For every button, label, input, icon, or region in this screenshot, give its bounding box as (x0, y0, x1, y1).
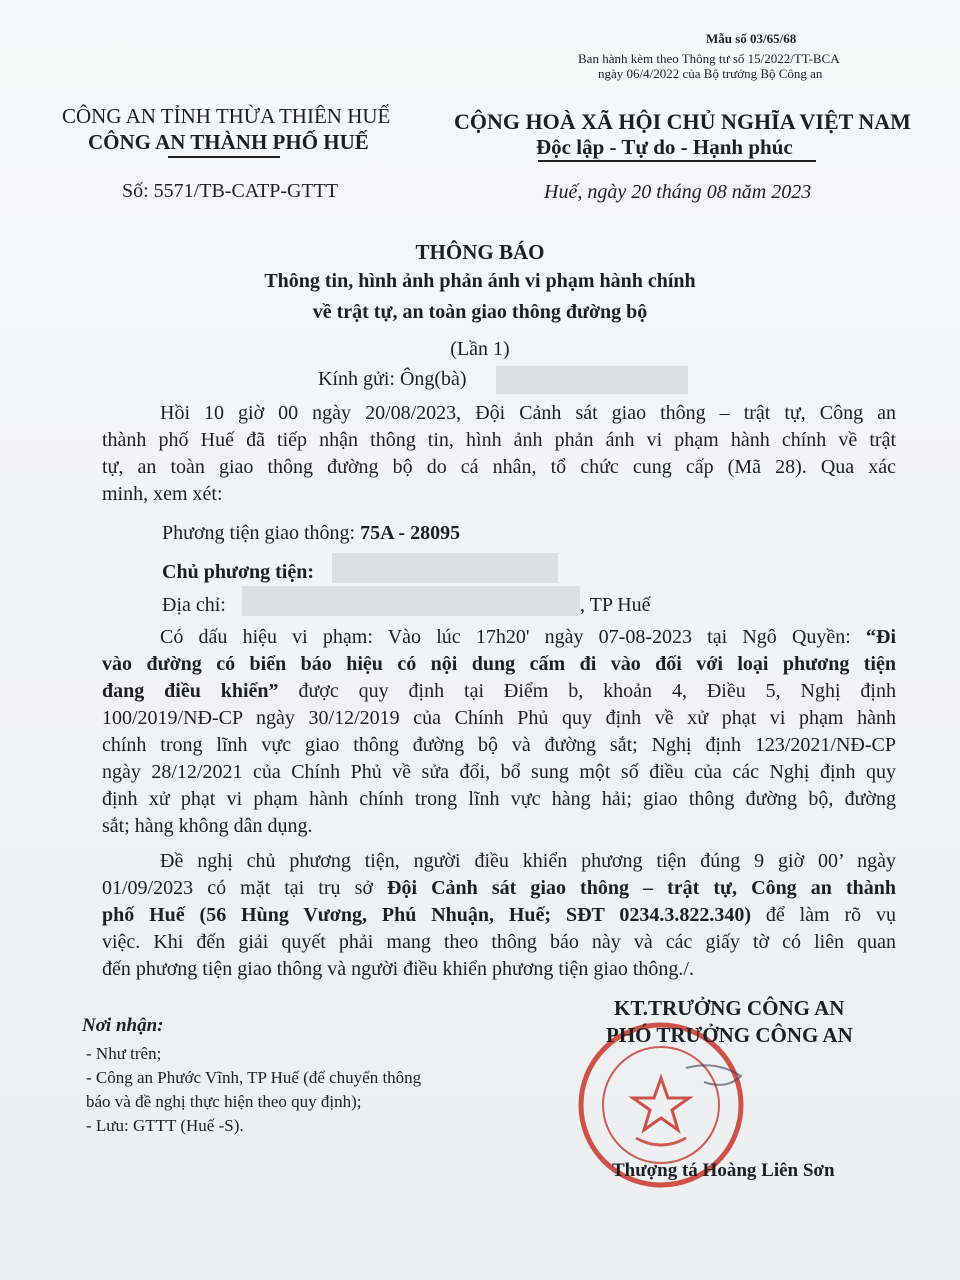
form-issued-line-2: ngày 06/4/2022 của Bộ trưởng Bộ Công an (598, 66, 823, 81)
request-line: Đề nghị chủ phương tiện, người điều khiển phương tiện đúng 9 giờ 00’ ngày (160, 850, 896, 872)
violation-line: Có dấu hiệu vi phạm: Vào lúc 17h20' ngày 07-08-2023 tại Ngô Quyền: “Đi (160, 626, 896, 648)
document-number: Số: 5571/TB-CATP-GTTT (122, 180, 339, 202)
violation-line: định xử phạt vi phạm hành chính trong lĩnh vực hàng hải; giao thông đường bộ, đường (102, 788, 896, 810)
vehicle-plate: 75A - 28095 (360, 522, 461, 544)
violation-line: vào đường có biển báo hiệu có nội dung cấm đi vào đối với loại phương tiện (102, 653, 896, 675)
paragraph-1-line: Hồi 10 giờ 00 ngày 20/08/2023, Đội Cảnh sát giao thông – trật tự, Công an (160, 402, 896, 424)
form-issued-line-1: Ban hành kèm theo Thông tư số 15/2022/TT-BCA (578, 51, 840, 66)
vehicle-label: Phương tiện giao thông: (162, 522, 361, 544)
receiver-item: - Như trên; (86, 1044, 162, 1063)
document-title: THÔNG BÁO (415, 240, 545, 264)
motto: Độc lập - Tự do - Hạnh phúc (536, 135, 793, 159)
paragraph-1-line: minh, xem xét: (102, 483, 223, 505)
owner-label: Chủ phương tiện: (162, 561, 315, 583)
document-subtitle-1: Thông tin, hình ảnh phản ánh vi phạm hành chính (264, 270, 696, 292)
agency-name: CÔNG AN THÀNH PHỐ HUẾ (88, 130, 369, 154)
notice-count: (Lần 1) (450, 338, 510, 360)
paragraph-1-line: tự, an toàn giao thông đường bộ do cá nhân, tổ chức cung cấp (Mã 28). Qua xác (102, 456, 896, 478)
receiver-item: - Công an Phước Vĩnh, TP Huế (để chuyển thông (86, 1068, 422, 1087)
request-line: phố Huế (56 Hùng Vương, Phú Nhuận, Huế; SĐT 0234.3.822.340) để làm rõ vụ (102, 904, 896, 926)
motto-underline (538, 160, 816, 162)
signature-title-2: PHÓ TRƯỞNG CÔNG AN (606, 1023, 853, 1047)
agency-parent: CÔNG AN TỈNH THỪA THIÊN HUẾ (62, 104, 391, 128)
signature-title-1: KT.TRƯỞNG CÔNG AN (614, 996, 845, 1020)
form-number: Mẫu số 03/65/68 (706, 31, 797, 46)
paragraph-1-line: thành phố Huế đã tiếp nhận thông tin, hình ảnh phản ánh vi phạm hành chính về trật (102, 429, 896, 451)
place-date: Huế, ngày 20 tháng 08 năm 2023 (544, 181, 812, 203)
address-label: Địa chỉ: (162, 594, 226, 616)
document-subtitle-2: về trật tự, an toàn giao thông đường bộ (312, 301, 648, 323)
signer-name: Thượng tá Hoàng Liên Sơn (612, 1160, 835, 1181)
receivers-heading: Nơi nhận: (82, 1015, 164, 1036)
vehicle-row (162, 522, 460, 545)
agency-underline (168, 156, 280, 158)
violation-line: 100/2019/NĐ-CP ngày 30/12/2019 của Chính Phủ quy định về xử phạt vi phạm hành (102, 707, 896, 729)
receiver-item: báo và đề nghị thực hiện theo quy định); (86, 1092, 362, 1111)
violation-line: đang điều khiển” được quy định tại Điểm b, khoản 4, Điều 5, Nghị định (102, 680, 896, 702)
receiver-item: - Lưu: GTTT (Huế -S). (86, 1116, 244, 1135)
address-suffix: , TP Huế (580, 594, 651, 616)
request-line: 01/09/2023 có mặt tại trụ sở Đội Cảnh sát giao thông – trật tự, Công an thành (102, 877, 896, 899)
violation-line: sắt; hàng không dân dụng. (102, 815, 313, 837)
recipient-greeting: Kính gửi: Ông(bà) (318, 368, 467, 390)
nation-name: CỘNG HOÀ XÃ HỘI CHỦ NGHĨA VIỆT NAM (454, 109, 911, 134)
violation-line: ngày 28/12/2021 của Chính Phủ về sửa đổi, bổ sung một số điều của các Nghị định quy (102, 761, 896, 783)
owner-row (162, 561, 314, 584)
violation-line: chính trong lĩnh vực giao thông đường bộ và đường sắt; Nghị định 123/2021/NĐ-CP (102, 734, 896, 756)
request-line: đến phương tiện giao thông và người điều khiển phương tiện giao thông./. (102, 958, 694, 980)
request-line: việc. Khi đến giải quyết phải mang theo thông báo này và các giấy tờ có liên quan (102, 931, 896, 953)
redacted-address (242, 586, 580, 616)
redacted-owner (332, 553, 558, 583)
redacted-recipient-name (496, 366, 688, 394)
